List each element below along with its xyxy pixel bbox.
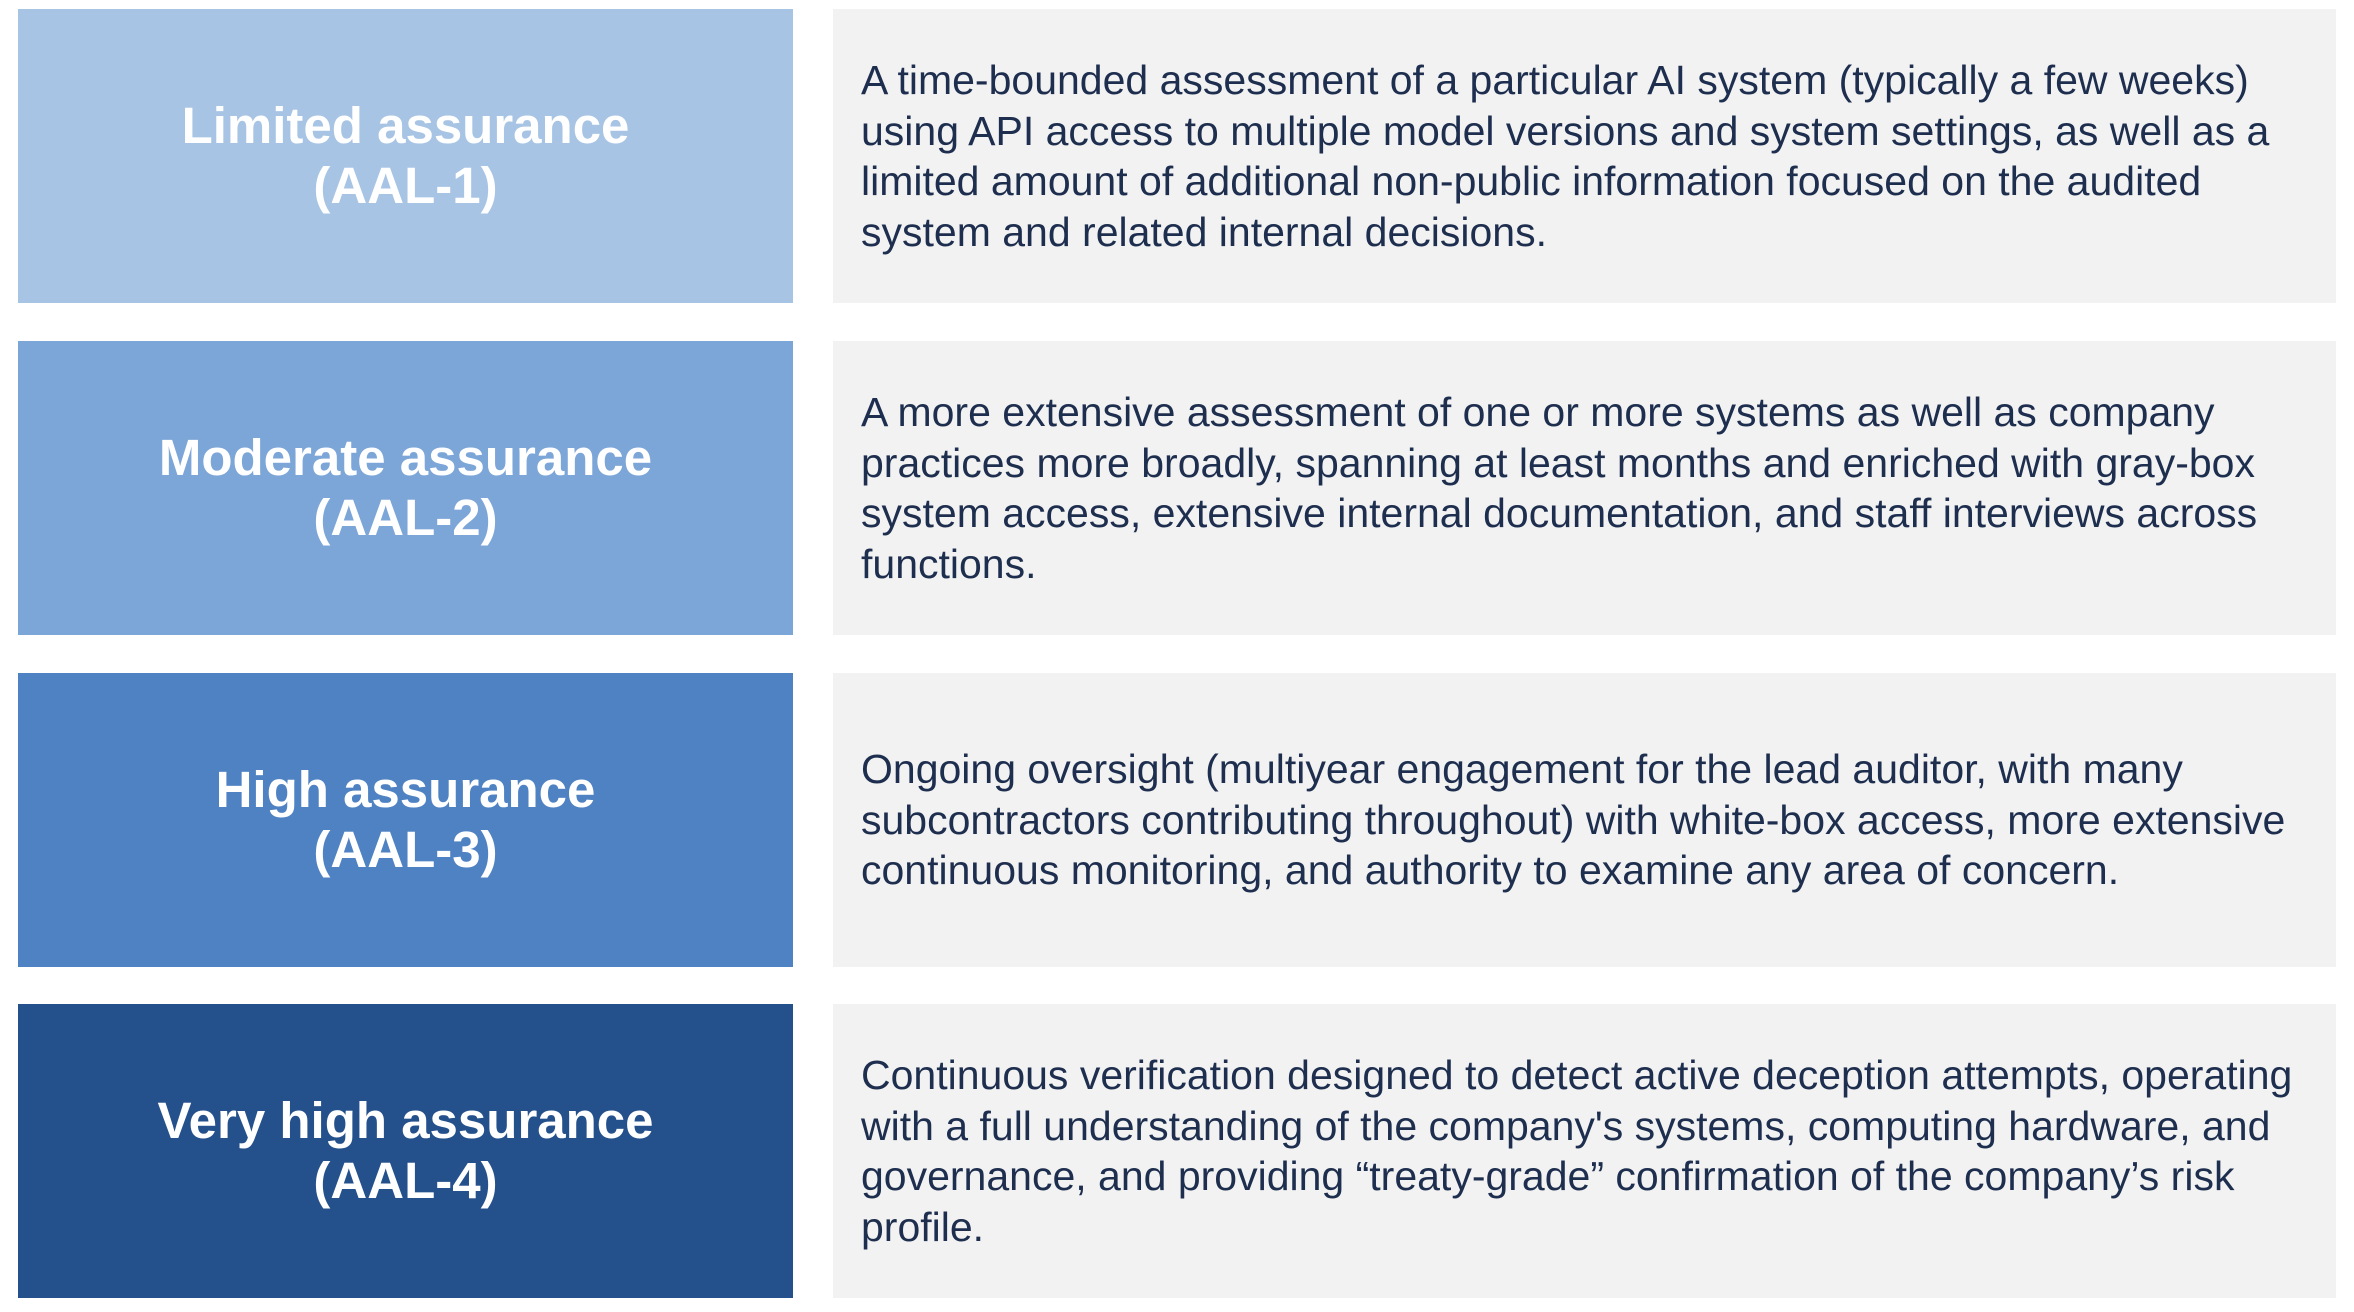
level-box-aal-1 [18,9,793,303]
level-name: Very high assurance [157,1092,654,1149]
level-description: Continuous verification designed to detect active deception attempts, operating with a full understanding of the company's systems, computing hardware, and governance, and providing “treaty-grade” confirmation of the company’s risk profile. [861,1052,2293,1250]
level-code: (AAL-3) [313,821,498,878]
level-name: Limited assurance [181,97,630,154]
level-box-aal-2 [18,341,793,635]
description-box-aal-4 [833,1004,2336,1298]
level-code: (AAL-2) [313,489,498,546]
level-box-aal-3 [18,673,793,967]
level-description: A more extensive assessment of one or more systems as well as company practices more broadly, spanning at least months and enriched with gray-box system access, extensive internal documentation, and staff interviews across functions. [861,389,2258,587]
level-name: Moderate assurance [158,429,653,486]
level-description: A time-bounded assessment of a particular AI system (typically a few weeks) using API access to multiple model versions and system settings, as well as a limited amount of additional non-public information focused on the audited system and related internal decisions. [861,57,2270,255]
description-box-aal-1 [833,9,2336,303]
description-box-aal-3 [833,673,2336,967]
level-name: High assurance [215,761,596,818]
level-description: Ongoing oversight (multiyear engagement for the lead auditor, with many subcontractors contributing throughout) with white-box access, more extensive continuous monitoring, and authority to examine any area of concern. [861,746,2286,894]
level-code: (AAL-1) [313,157,498,214]
assurance-level-row-aal-4 [18,1004,2336,1298]
level-box-aal-4 [18,1004,793,1298]
level-code: (AAL-4) [313,1152,498,1209]
assurance-level-row-aal-1 [18,9,2336,303]
description-box-aal-2 [833,341,2336,635]
assurance-level-row-aal-2 [18,341,2336,635]
assurance-level-row-aal-3 [18,673,2336,967]
